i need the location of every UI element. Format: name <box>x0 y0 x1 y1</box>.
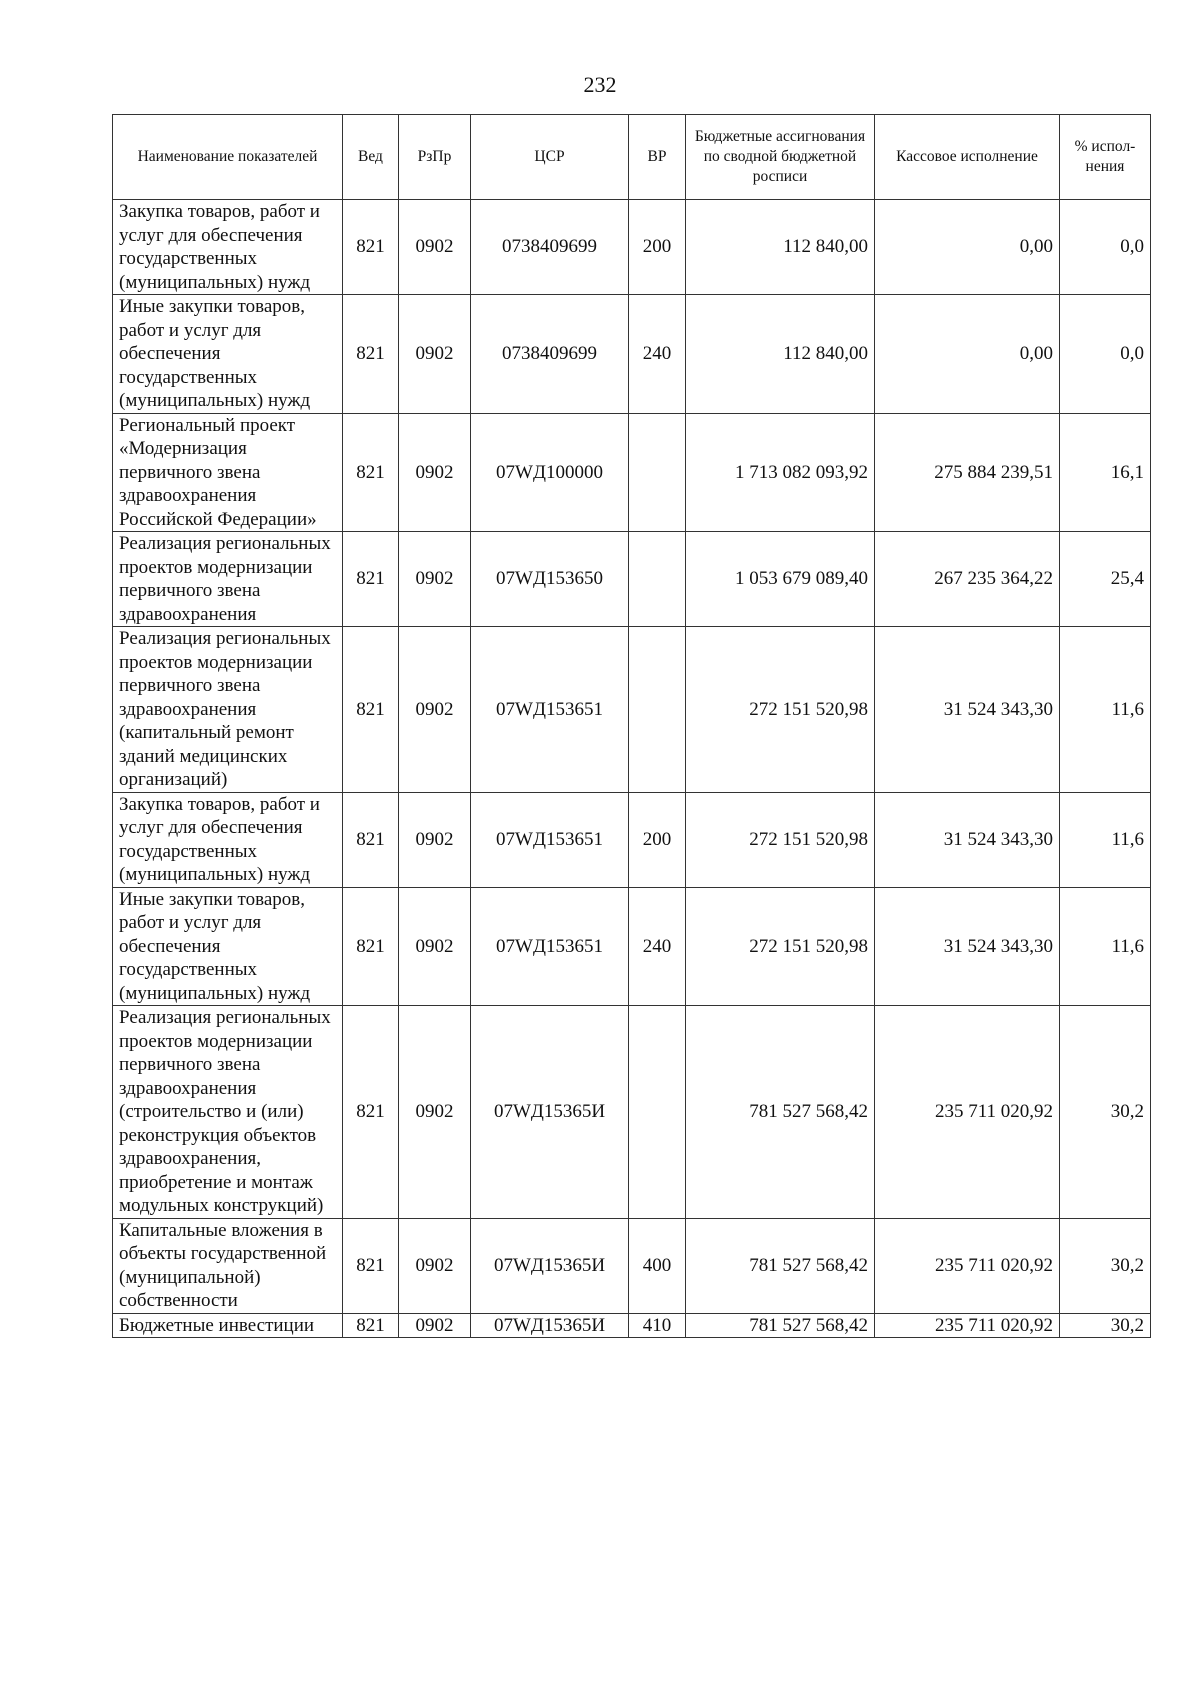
cell-ved: 821 <box>343 887 399 1006</box>
cell-budget: 781 527 568,42 <box>686 1218 875 1313</box>
cell-vr: 200 <box>629 200 686 295</box>
cell-budget: 112 840,00 <box>686 200 875 295</box>
cell-vr <box>629 627 686 793</box>
cell-budget: 1 053 679 089,40 <box>686 532 875 627</box>
col-header-name: Наименование показателей <box>113 115 343 200</box>
cell-pct: 25,4 <box>1060 532 1151 627</box>
cell-vr: 400 <box>629 1218 686 1313</box>
cell-cash: 235 711 020,92 <box>875 1313 1060 1338</box>
cell-pct: 0,0 <box>1060 200 1151 295</box>
cell-name: Реализация региональных проектов модернизации первичного звена здравоохранения <box>113 532 343 627</box>
cell-ved: 821 <box>343 532 399 627</box>
table-row <box>113 1006 1151 1219</box>
table-row <box>113 627 1151 793</box>
cell-rzpr: 0902 <box>399 887 471 1006</box>
cell-csr: 07WД153651 <box>471 792 629 887</box>
table-row <box>113 200 1151 295</box>
cell-ved: 821 <box>343 1313 399 1338</box>
cell-ved: 821 <box>343 295 399 414</box>
cell-ved: 821 <box>343 1006 399 1219</box>
cell-budget: 781 527 568,42 <box>686 1313 875 1338</box>
cell-cash: 31 524 343,30 <box>875 887 1060 1006</box>
cell-csr: 07WД153651 <box>471 627 629 793</box>
cell-vr <box>629 413 686 532</box>
cell-rzpr: 0902 <box>399 1006 471 1219</box>
cell-budget: 272 151 520,98 <box>686 627 875 793</box>
cell-rzpr: 0902 <box>399 1313 471 1338</box>
cell-csr: 0738409699 <box>471 295 629 414</box>
cell-csr: 0738409699 <box>471 200 629 295</box>
cell-pct: 0,0 <box>1060 295 1151 414</box>
cell-rzpr: 0902 <box>399 295 471 414</box>
cell-name: Реализация региональных проектов модернизации первичного звена здравоохранения (строительство и (или) реконструкция объектов здравоохранения, приобретение и монтаж модульных конструкций) <box>113 1006 343 1219</box>
cell-vr: 410 <box>629 1313 686 1338</box>
cell-name: Капитальные вложения в объекты государственной (муниципальной) собственности <box>113 1218 343 1313</box>
table-body <box>113 200 1151 1338</box>
cell-cash: 31 524 343,30 <box>875 792 1060 887</box>
budget-execution-table <box>112 114 1151 1338</box>
table-row <box>113 295 1151 414</box>
cell-rzpr: 0902 <box>399 532 471 627</box>
cell-ved: 821 <box>343 1218 399 1313</box>
table-row <box>113 413 1151 532</box>
cell-rzpr: 0902 <box>399 200 471 295</box>
cell-name: Иные закупки товаров, работ и услуг для обеспечения государственных (муниципальных) нужд <box>113 887 343 1006</box>
cell-cash: 235 711 020,92 <box>875 1218 1060 1313</box>
cell-ved: 821 <box>343 200 399 295</box>
cell-pct: 11,6 <box>1060 627 1151 793</box>
cell-vr: 240 <box>629 887 686 1006</box>
cell-pct: 30,2 <box>1060 1006 1151 1219</box>
cell-pct: 30,2 <box>1060 1313 1151 1338</box>
cell-rzpr: 0902 <box>399 1218 471 1313</box>
cell-csr: 07WД15365И <box>471 1218 629 1313</box>
cell-vr: 200 <box>629 792 686 887</box>
table-row <box>113 887 1151 1006</box>
cell-csr: 07WД100000 <box>471 413 629 532</box>
table-row <box>113 1218 1151 1313</box>
table-row <box>113 1313 1151 1338</box>
cell-pct: 11,6 <box>1060 887 1151 1006</box>
cell-cash: 275 884 239,51 <box>875 413 1060 532</box>
cell-ved: 821 <box>343 627 399 793</box>
table-header-row <box>113 115 1151 200</box>
cell-budget: 112 840,00 <box>686 295 875 414</box>
cell-pct: 16,1 <box>1060 413 1151 532</box>
cell-cash: 31 524 343,30 <box>875 627 1060 793</box>
cell-pct: 11,6 <box>1060 792 1151 887</box>
cell-vr <box>629 1006 686 1219</box>
col-header-ved: Вед <box>343 115 399 200</box>
col-header-cash: Кассовое исполнение <box>875 115 1060 200</box>
cell-csr: 07WД153651 <box>471 887 629 1006</box>
cell-vr <box>629 532 686 627</box>
cell-budget: 272 151 520,98 <box>686 887 875 1006</box>
cell-cash: 0,00 <box>875 295 1060 414</box>
cell-csr: 07WД15365И <box>471 1313 629 1338</box>
cell-budget: 781 527 568,42 <box>686 1006 875 1219</box>
cell-pct: 30,2 <box>1060 1218 1151 1313</box>
page-number: 232 <box>583 72 617 97</box>
col-header-vr: ВР <box>629 115 686 200</box>
table-row <box>113 532 1151 627</box>
table-row <box>113 792 1151 887</box>
cell-ved: 821 <box>343 792 399 887</box>
cell-name: Закупка товаров, работ и услуг для обеспечения государственных (муниципальных) нужд <box>113 792 343 887</box>
cell-csr: 07WД153650 <box>471 532 629 627</box>
cell-ved: 821 <box>343 413 399 532</box>
col-header-pct: % испол-нения <box>1060 115 1151 200</box>
cell-cash: 0,00 <box>875 200 1060 295</box>
col-header-budget: Бюджетные ассигнования по сводной бюджетной росписи <box>686 115 875 200</box>
col-header-csr: ЦСР <box>471 115 629 200</box>
cell-budget: 272 151 520,98 <box>686 792 875 887</box>
cell-name: Закупка товаров, работ и услуг для обеспечения государственных (муниципальных) нужд <box>113 200 343 295</box>
cell-vr: 240 <box>629 295 686 414</box>
cell-name: Реализация региональных проектов модернизации первичного звена здравоохранения (капитальный ремонт зданий медицинских организаций) <box>113 627 343 793</box>
cell-name: Иные закупки товаров, работ и услуг для обеспечения государственных (муниципальных) нужд <box>113 295 343 414</box>
cell-budget: 1 713 082 093,92 <box>686 413 875 532</box>
cell-name: Региональный проект «Модернизация первичного звена здравоохранения Российской Федерации» <box>113 413 343 532</box>
cell-cash: 235 711 020,92 <box>875 1006 1060 1219</box>
cell-rzpr: 0902 <box>399 413 471 532</box>
cell-name: Бюджетные инвестиции <box>113 1313 343 1338</box>
cell-rzpr: 0902 <box>399 792 471 887</box>
cell-rzpr: 0902 <box>399 627 471 793</box>
cell-csr: 07WД15365И <box>471 1006 629 1219</box>
col-header-rzpr: РзПр <box>399 115 471 200</box>
cell-cash: 267 235 364,22 <box>875 532 1060 627</box>
